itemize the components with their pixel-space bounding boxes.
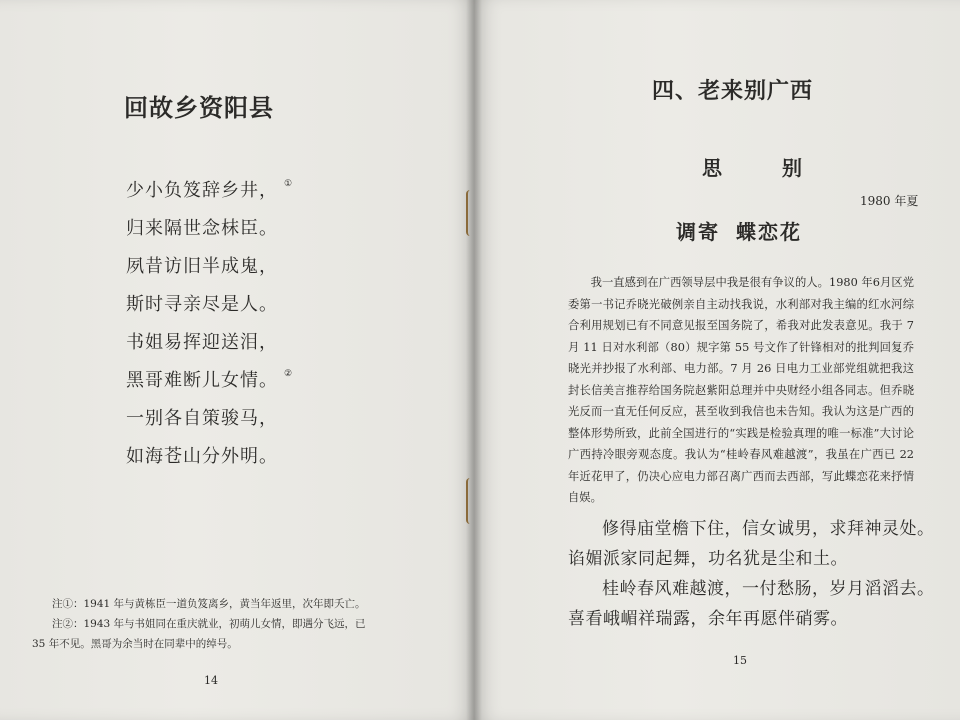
poem-title-name: 蝶恋花 [736,220,802,244]
book-gutter [466,0,482,720]
footnote: 注②：1943 年与书姐同在重庆就业，初萌儿女情，即遇分飞远，已 [52,618,366,630]
sub-title: 思 别 [702,156,822,180]
poem-line: 斯时寻亲尽是人。 [126,294,278,315]
poem-line: 如海苍山分外明。 [126,446,278,467]
poem-line: 归来隔世念枺臣。 [126,218,278,239]
verse-line: 谄媚派家同起舞，功名犹是尘和土。 [568,549,848,569]
poem-title-prefix: 调寄 [676,220,720,244]
verse-body [568,514,935,634]
poem-line: 夙昔访旧半成鬼， [126,256,278,277]
poem-line: 一别各自策骏马， [126,408,278,429]
section-title: 四、老来别广西 [652,78,814,104]
verse-line: 桂岭春风难越渡，一付愁肠，岁月滔滔去。 [602,579,935,599]
date-label: 1980 年夏 [860,194,919,208]
left-page [0,0,474,720]
prose-text: 我一直感到在广西领导层中我是很有争议的人。1980 年6月区党委第一书记乔晓光破例亲自主动找我说，水利部对我主编的红水河综合利用规划已有不同意见报至国务院了，希我对此发表意见。我于 7 月 11 日对水利部（80）规字第 55 号文作了针锋相对的批判回复乔晓光并抄报了水利部、电力部。7 月 26 日电力工业部党组就把我这封长信美言推荐给国务院赵紫阳总理并中央财经小组各同志。但乔晓光反而一直无任何反应，甚至收到我信也未告知。我认为这是广西的整体形势所致，此前全国进行的“实践是检验真理的唯一标准”大讨论广西持冷眼旁观态度。我认为“桂岭春风难越渡”，我虽在广西已 22 年近花甲了，仍决心应电力部召离广西而去西部，写此蝶恋花来抒情自娱。 [568,276,914,504]
page-number: 14 [204,674,218,687]
verse-line: 喜看峨嵋祥瑞露，余年再愿伴硝雾。 [568,609,848,629]
staple-icon [466,478,474,524]
footnotes [32,594,452,654]
verse-line: 修得庙堂檐下住，信女诚男，求拜神灵处。 [602,519,935,539]
page-number: 15 [733,654,747,667]
poem-line: 少小负笈辞乡井， ① [126,179,294,201]
staple-icon [466,190,474,236]
poem-body [126,172,293,476]
poem-line: 书姐易挥迎送泪， [126,332,278,353]
poem-title-right [676,216,802,245]
footnote: 注①：1941 年与黄栋臣一道负笈离乡，黄当年返里，次年即夭亡。 [52,598,366,610]
poem-line: 黑哥难断儿女情。 ② [126,369,294,391]
poem-title: 回故乡资阳县 [124,93,274,122]
prose-paragraph [568,272,914,509]
footnote-continuation: 35 年不见。黑哥为余当时在同辈中的绰号。 [32,638,238,650]
